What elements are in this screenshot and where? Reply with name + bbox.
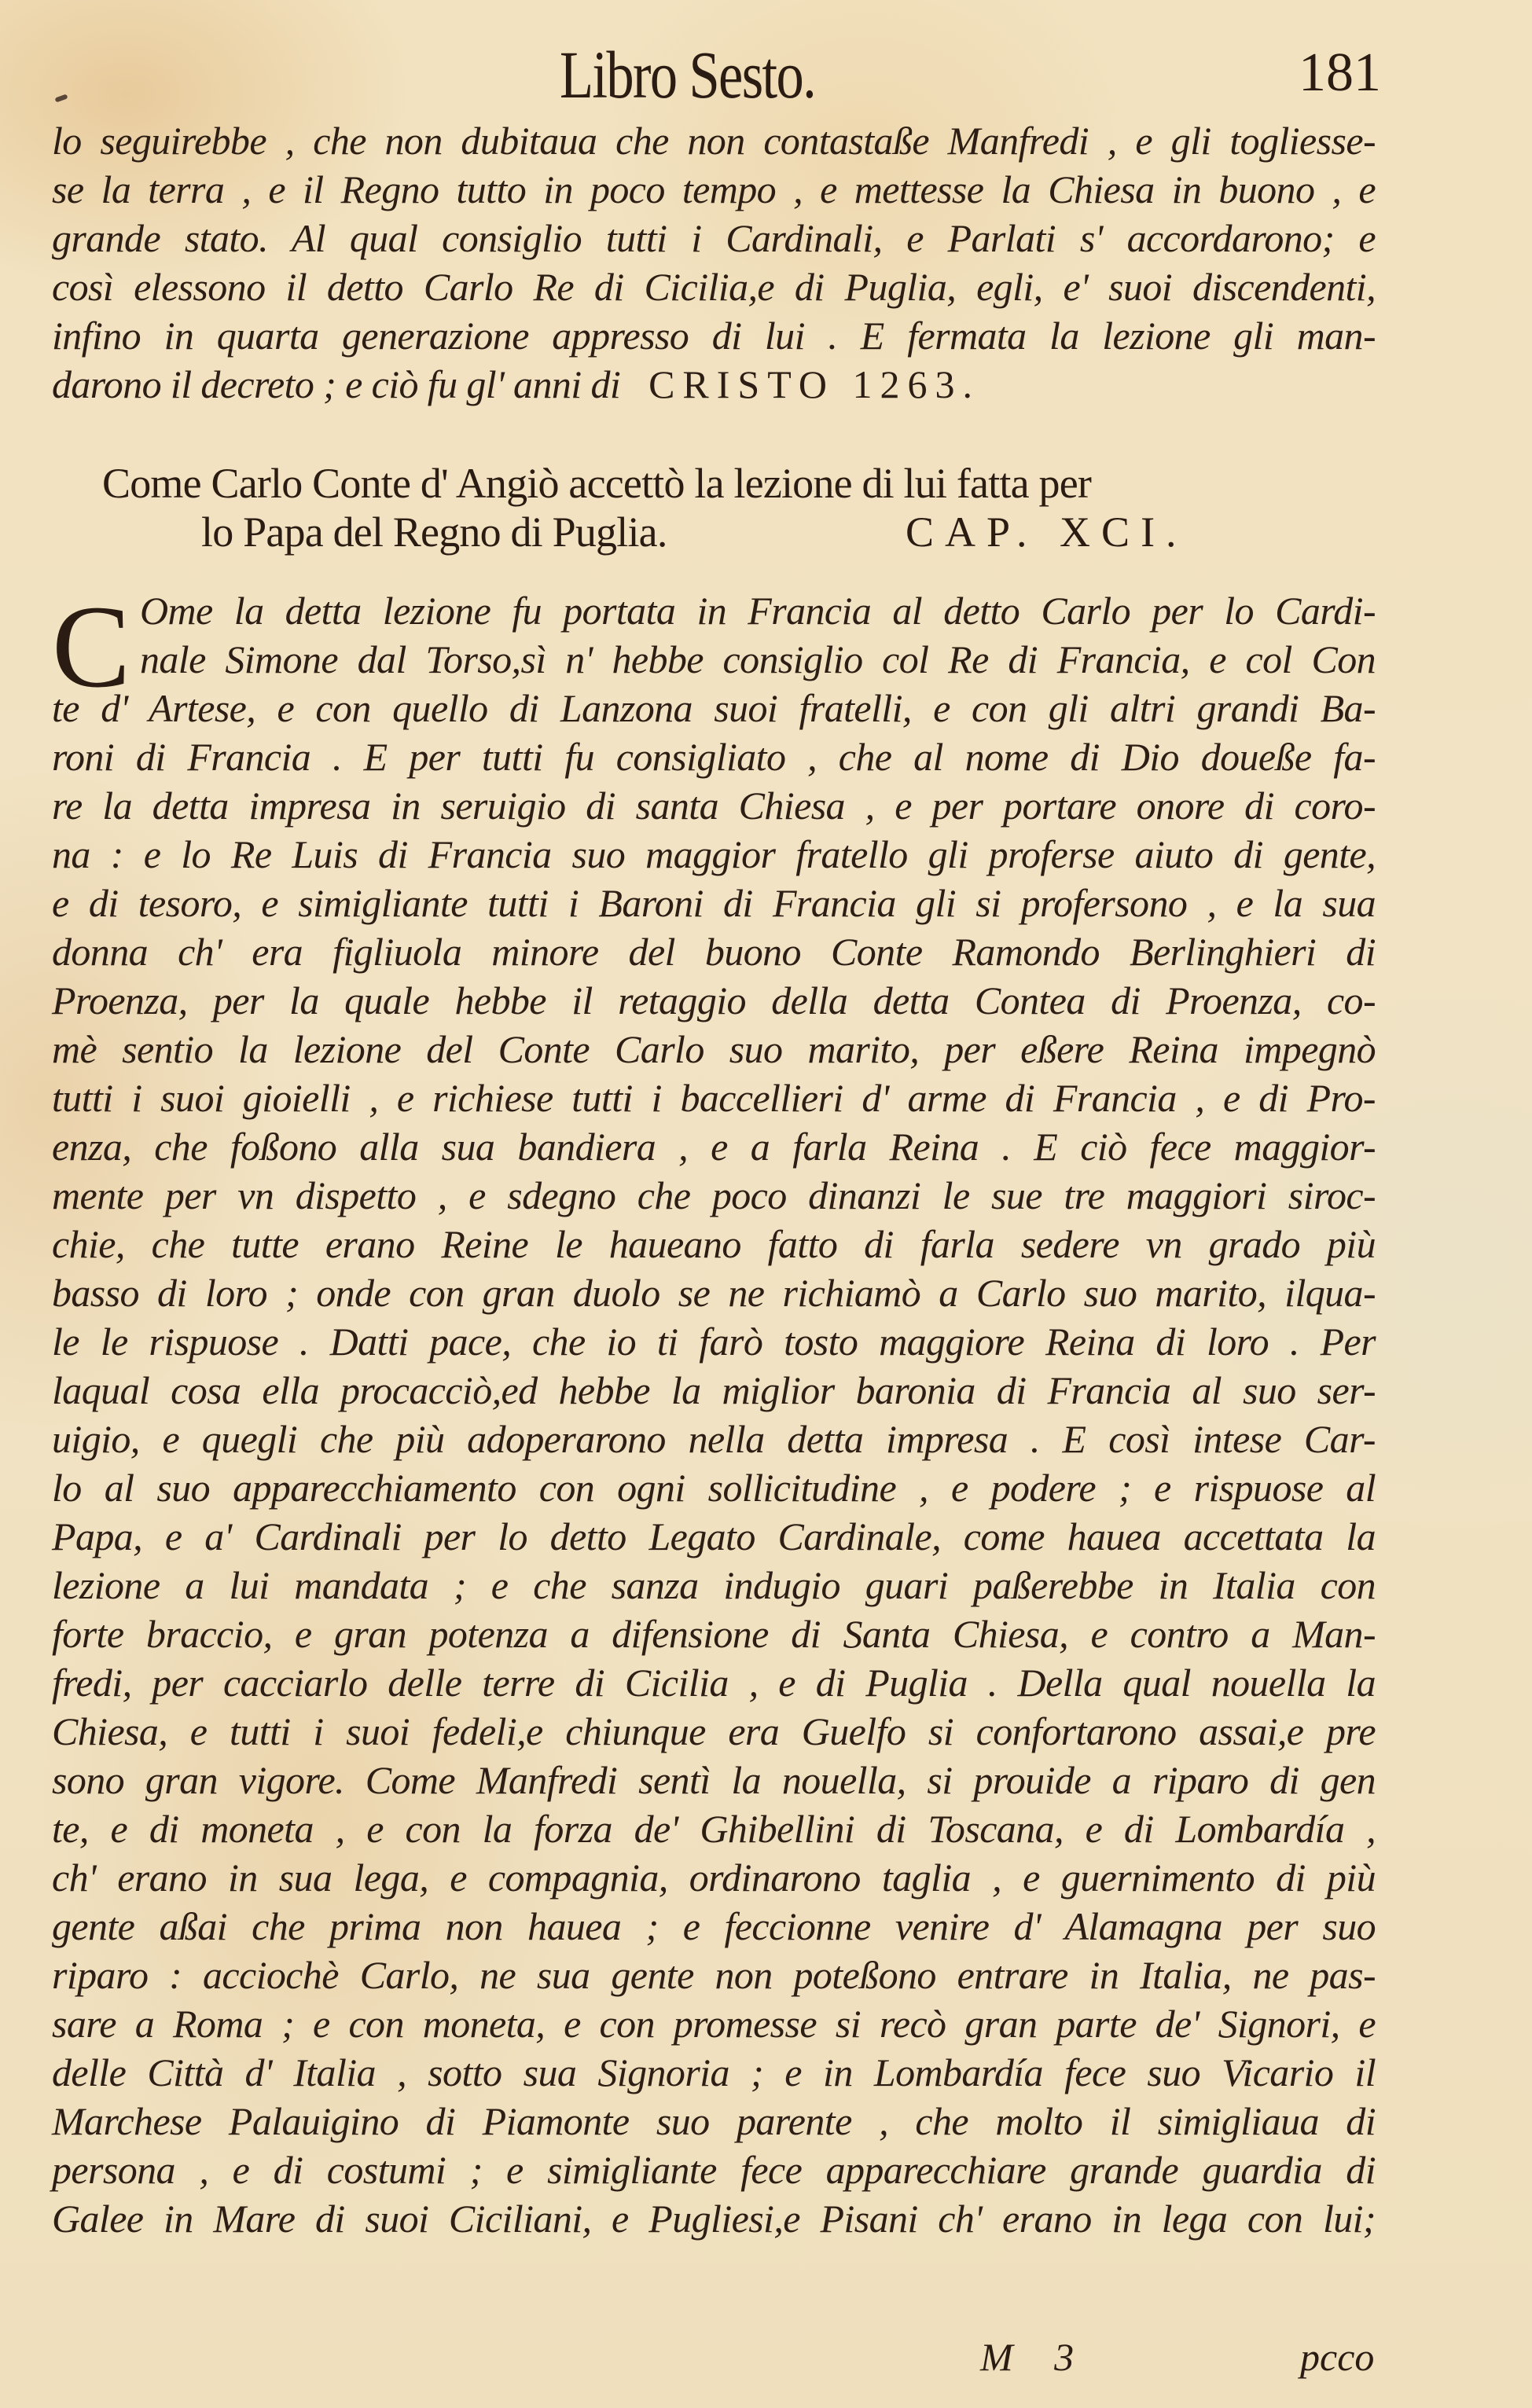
- text-line: roni di Francia . E per tutti fu consigliato , che al nome di Dio doueße fa-: [52, 735, 1376, 779]
- text-line-last: [52, 360, 1376, 409]
- text-line: lo seguirebbe , che non dubitaua che non contastaße Manfredi , e gli togliesse-: [52, 119, 1376, 163]
- catchword: pcco: [1300, 2335, 1375, 2379]
- text-line: Galee in Mare di suoi Ciciliani, e Pugliesi,e Pisani ch' erano in lega con lui;: [52, 2197, 1376, 2241]
- text-line: re la detta impresa in seruigio di santa Chiesa , e per portare onore di coro-: [52, 784, 1376, 828]
- text-line: e di tesoro, e simigliante tutti i Baroni di Francia gli si profersono , e la sua: [52, 881, 1376, 925]
- running-title: Libro Sesto.: [560, 37, 816, 112]
- text-line: sare a Roma ; e con moneta, e con promesse si recò gran parte de' Signori, e: [52, 2002, 1376, 2046]
- ink-mark: [54, 94, 68, 102]
- text-line: laqual cosa ella procacciò,ed hebbe la miglior baronia di Francia al suo ser-: [52, 1368, 1376, 1412]
- text-line: Ome la detta lezione fu portata in Francia al detto Carlo per lo Cardi-: [140, 589, 1376, 633]
- text-line: persona , e di costumi ; e simigliante fece apparecchiare grande guardia di: [52, 2148, 1376, 2192]
- year-reference: CRISTO 1263.: [648, 362, 980, 406]
- text-line: na : e lo Re Luis di Francia suo maggior fratello gli proferse aiuto di gente,: [52, 832, 1376, 876]
- text-line: ch' erano in sua lega, e compagnia, ordinarono taglia , e guernimento di più: [52, 1856, 1376, 1900]
- text-line: nale Simone dal Torso,sì n' hebbe consiglio col Re di Francia, e col Con: [140, 637, 1376, 681]
- signature-mark: M 3: [980, 2335, 1075, 2379]
- text-line: mè sentio la lezione del Conte Carlo suo marito, per eßere Reina impegnò: [52, 1027, 1376, 1071]
- text-line: Papa, e a' Cardinali per lo detto Legato Cardinale, come hauea accettata la: [52, 1514, 1376, 1558]
- text-line: infino in quarta generazione appresso di lui . E fermata la lezione gli man-: [52, 314, 1376, 358]
- text-segment: darono il decreto ; e ciò fu gl' anni di: [52, 362, 621, 406]
- text-line: Marchese Palauigino di Piamonte suo parente , che molto il simigliaua di: [52, 2099, 1376, 2143]
- text-line: gente aßai che prima non hauea ; e feccionne venire d' Alamagna per suo: [52, 1904, 1376, 1948]
- text-line: fredi, per cacciarlo delle terre di Cicilia , e di Puglia . Della qual nouella la: [52, 1661, 1376, 1705]
- text-line: mente per vn dispetto , e sdegno che poco dinanzi le sue tre maggiori siroc-: [52, 1173, 1376, 1217]
- text-line: lezione a lui mandata ; e che sanza indugio guari paßerebbe in Italia con: [52, 1563, 1376, 1607]
- text-line: le le rispuose . Datti pace, che io ti farò tosto maggiore Reina di loro . Per: [52, 1320, 1376, 1364]
- text-line: delle Città d' Italia , sotto sua Signoria ; e in Lombardía fece suo Vicario il: [52, 2050, 1376, 2094]
- text-line: Proenza, per la quale hebbe il retaggio della detta Contea di Proenza, co-: [52, 978, 1376, 1022]
- page-number: 181: [1299, 42, 1381, 103]
- text-line: Chiesa, e tutti i suoi fedeli,e chiunque era Guelfo si confortarono assai,e pre: [52, 1709, 1376, 1753]
- text-line: grande stato. Al qual consiglio tutti i Cardinali, e Parlati s' accordarono; e: [52, 216, 1376, 260]
- text-line: lo al suo apparecchiamento con ogni sollicitudine , e podere ; e rispuose al: [52, 1466, 1376, 1510]
- chapter-heading-line: Come Carlo Conte d' Angiò accettò la lezione di lui fatta per: [102, 460, 1092, 507]
- drop-cap: C: [52, 582, 131, 712]
- text-line: enza, che foßono alla sua bandiera , e a farla Reina . E ciò fece maggior-: [52, 1125, 1376, 1169]
- text-line: uigio, e quegli che più adoperarono nella detta impresa . E così intese Car-: [52, 1417, 1376, 1461]
- chapter-number: CAP. XCI.: [906, 508, 1188, 556]
- text-line: donna ch' era figliuola minore del buono Conte Ramondo Berlinghieri di: [52, 930, 1376, 974]
- chapter-heading-line: lo Papa del Regno di Puglia.: [201, 508, 667, 556]
- text-line: se la terra , e il Regno tutto in poco tempo , e mettesse la Chiesa in buono , e: [52, 167, 1376, 211]
- text-line: riparo : acciochè Carlo, ne sua gente non poteßono entrare in Italia, ne pas-: [52, 1953, 1376, 1997]
- text-line: forte braccio, e gran potenza a difensione di Santa Chiesa, e contro a Man-: [52, 1612, 1376, 1656]
- text-line: basso di loro ; onde con gran duolo se ne richiamò a Carlo suo marito, ilqua-: [52, 1271, 1376, 1315]
- page-footer: [0, 2333, 1532, 2395]
- text-line: te, e di moneta , e con la forza de' Ghibellini di Toscana, e di Lombardía ,: [52, 1807, 1376, 1851]
- text-line: te d' Artese, e con quello di Lanzona suoi fratelli, e con gli altri grandi Ba-: [52, 686, 1376, 730]
- text-line: tutti i suoi gioielli , e richiese tutti i baccellieri d' arme di Francia , e di Pro-: [52, 1076, 1376, 1120]
- running-head: [0, 31, 1532, 118]
- text-line: così elessono il detto Carlo Re di Cicilia,e di Puglia, egli, e' suoi discendenti,: [52, 265, 1376, 309]
- text-line: chie, che tutte erano Reine le haueano fatto di farla sedere vn grado più: [52, 1222, 1376, 1266]
- text-line: sono gran vigore. Come Manfredi sentì la nouella, si prouide a riparo di gen: [52, 1758, 1376, 1802]
